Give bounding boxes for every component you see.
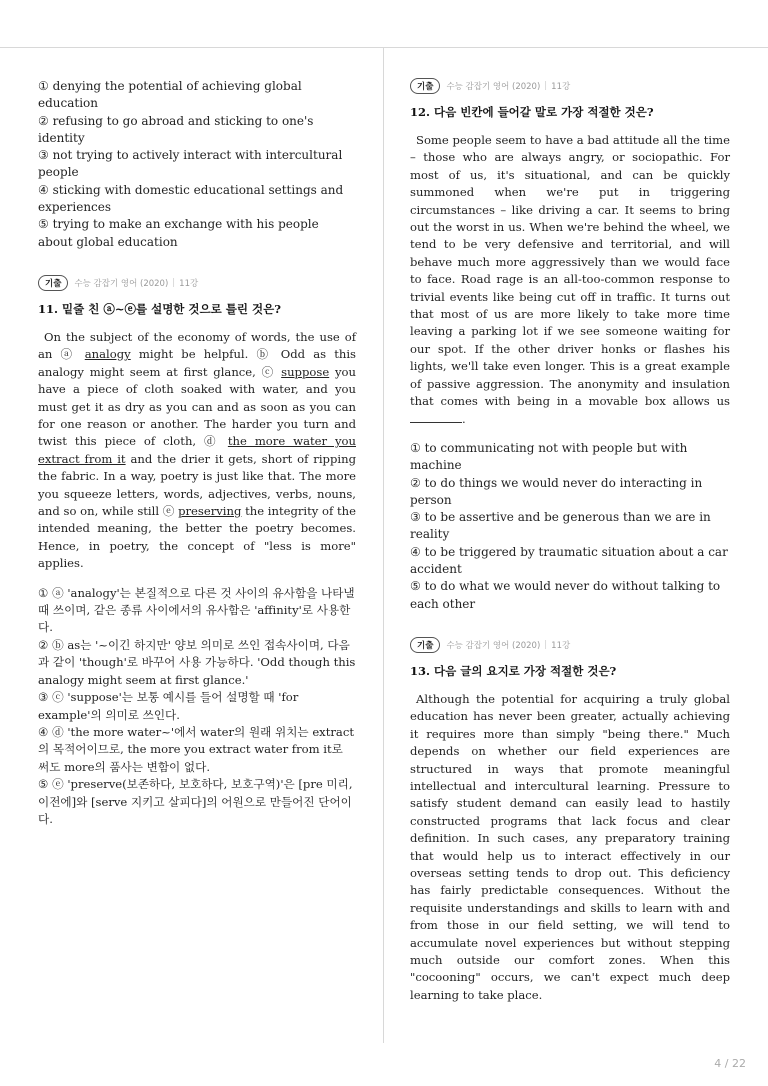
question-passage: Although the potential for acquiring a truly global education has never been greater, actually achieving it requires more than simply "being there." Much depends on whether our field experiences are structured in ways that promote meaningful intellectual and intercultural learning. Pressure to satisfy student demand can easily lead to hastily constructed programs that lack focus and clear definition. In such cases, any preparatory training that would help us to interact effectively in our overseas setting tends to drop out. This deficiency has fairly predictable consequences. Without the requisite understandings and skills to learn with and from those in our field setting, we will tend to accumulate novel experiences but without stepping much outside our comfort zones. When this "cocooning" occurs, we can't expect much deep learning to take place. — [410, 691, 730, 1002]
separator: | — [544, 639, 548, 650]
underlined-text: preserving — [178, 504, 242, 519]
right-column — [410, 78, 730, 1016]
option: ③ not trying to actively interact with intercultural people — [38, 148, 343, 180]
option: ② to do things we would never do interacting in person — [410, 475, 703, 507]
source-label: 수능 감잡기 영어 (2020) — [446, 640, 541, 651]
option: ④ sticking with domestic educational settings and experiences — [38, 182, 344, 215]
option: ⑤ ⓔ 'preserve(보존하다, 보호하다, 보호구역)'은 [pre 미리, 이전에]와 [serve 지키고 살피다]의 어원으로 만들어진 단어이다. — [38, 777, 353, 826]
source-label: 수능 감잡기 영어 (2020) — [446, 82, 541, 92]
column-divider — [383, 48, 384, 1043]
passage-text: the integrity of the intended meaning, the better the poetry becomes. Hence, in poetry, the concept of "less is more" applies. — [38, 504, 357, 571]
option: ② ⓑ as는 '~이긴 하지만' 양보 의미로 쓰인 접속사이며, 다음과 같이 'though'로 바꾸어 사용 가능하다. 'Odd though this analogy might seem at first glance.' — [38, 637, 356, 687]
passage-text: On the subject of the economy of words, the use of an ⓐ — [38, 329, 356, 362]
answer-options — [410, 440, 730, 613]
tag-badge: 기출 — [410, 78, 440, 94]
question-title: 13. 다음 글의 요지로 가장 적절한 것은? — [410, 663, 617, 678]
question-title: 11. 밑줄 친 ⓐ~ⓔ를 설명한 것으로 틀린 것은? — [38, 301, 281, 316]
underlined-text: the more water you extract from it — [38, 434, 356, 466]
option: ① denying the potential of achieving global education — [38, 79, 302, 111]
question-13 — [410, 637, 730, 1004]
option: ③ ⓒ 'suppose'는 보통 예시를 들어 설명할 때 'for example'의 의미로 쓰인다. — [38, 690, 299, 722]
lesson-label: 11강 — [179, 278, 199, 289]
source-row — [410, 637, 730, 653]
header-rule — [0, 47, 768, 48]
question-12 — [410, 78, 730, 613]
answer-options — [38, 585, 356, 829]
answer-blank — [410, 412, 462, 423]
lesson-label: 11강 — [551, 82, 571, 92]
separator: | — [172, 277, 176, 288]
page-number: 4 / 22 — [714, 1057, 746, 1070]
passage-text: might be helpful. ⓑ Odd as this analogy might seem at first glance, ⓒ — [38, 347, 356, 379]
option: ④ ⓓ 'the more water~'에서 water의 원래 위치는 extract의 목적어이므로, the more you extract water from it로 써도 more의 품사는 변함이 없다. — [38, 724, 354, 774]
option: ③ to be assertive and be generous than we are in reality — [410, 510, 711, 542]
lesson-label: 11강 — [551, 640, 571, 651]
question-11 — [38, 275, 356, 828]
source-label: 수능 감잡기 영어 (2020) — [74, 278, 169, 289]
underlined-text: analogy — [84, 347, 131, 362]
source-row — [410, 78, 730, 94]
option: ⑤ to do what we would never do without talking to each other — [410, 579, 721, 611]
left-column — [38, 78, 356, 828]
source-row — [38, 275, 356, 291]
underlined-text: suppose — [281, 364, 330, 379]
option: ⑤ trying to make an exchange with his people about global education — [38, 217, 319, 249]
passage-text: and the drier it gets, short of ripping the fabric. In a way, poetry is just like that. The more you squeeze letters, words, adjectives, verbs, nouns, and so on, while still ⓔ — [38, 451, 356, 519]
prev-options — [38, 78, 356, 251]
option: ① ⓐ 'analogy'는 본질적으로 다른 것 사이의 유사함을 나타낼 때 쓰이며, 같은 종류 사이에서의 유사함은 'affinity'로 사용한다. — [38, 585, 355, 635]
option: ④ to be triggered by traumatic situation about a car accident — [410, 544, 728, 576]
tag-badge: 기출 — [410, 637, 440, 653]
passage-text: you have a piece of cloth soaked with water, and you must get it as dry as you can and as soon as you can for one reason or another. The harder you turn and twist this piece of cloth, ⓓ — [38, 364, 356, 449]
question-title: 12. 다음 빈칸에 들어갈 말로 가장 적절한 것은? — [410, 105, 654, 119]
question-passage — [410, 132, 730, 428]
separator: | — [544, 81, 548, 91]
passage-text: . — [462, 411, 466, 426]
passage-text: Some people seem to have a bad attitude all the time – those who are always angry, or sociopathic. For most of us, it's situational, and can be quickly summoned when we're put in triggering circumstances – like driving a car. It seems to bring out the worst in us. When we're behind the wheel, we tend to be very defensive and territorial, and will behave much more aggressively than we would face to face. Road rage is an all-too-common response to trivial events like being cut off in traffic. It turns out that most of us are more likely to take more time leaving a parking lot if we see someone waiting for our spot. If the other driver honks or flashes his lights, we'll take even longer. This is a great example of passive aggression. The anonymity and insulation that comes with being in a movable box allows us — [410, 133, 730, 409]
tag-badge: 기출 — [38, 275, 68, 291]
question-passage — [38, 329, 356, 573]
option: ① to communicating not with people but with machine — [410, 440, 688, 473]
option: ② refusing to go abroad and sticking to one's identity — [38, 113, 314, 145]
